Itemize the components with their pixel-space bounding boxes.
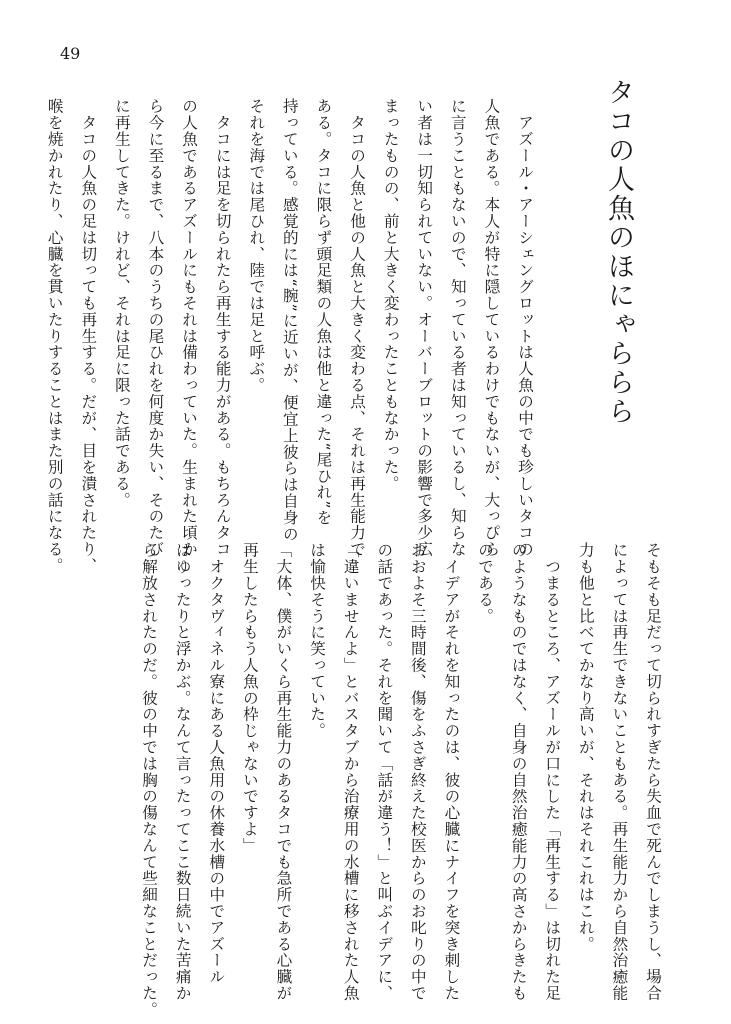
text-line: オクタヴィネル寮にある人魚用の休養水槽の中でアズール: [207, 542, 226, 985]
text-line: タコには足を切られたら再生する能力がある。もちろんタコ: [213, 98, 232, 558]
text-line: 「大体、僕がいくら再生能力のあるタコでも急所である心臓が: [274, 542, 293, 1002]
text-line: そもそも足だって切られすぎたら失血で死んでしまうし、場合: [644, 542, 662, 1002]
text-line: 「違いませんよ」とバスタブから治療用の水槽に移された人魚: [341, 542, 360, 1002]
text-line: それを海では尾ひれ、陸では足と呼ぶ。: [247, 98, 266, 394]
text-line: はゆったりと浮かぶ。なんて言ったってここ数日続いた苦痛か: [173, 542, 192, 1002]
body-text-top: [45, 98, 541, 574]
text-line: 喉を焼かれたり、心臓を貫いたりすることはまた別の話になる。: [45, 98, 64, 574]
text-line: イデアがそれを知ったのは、彼の心臓にナイフを突き刺した: [442, 542, 461, 1002]
text-line: まったものの、前と大きく変わったこともなかった。: [381, 98, 400, 492]
text-line: の話であった。それを聞いて「話が違う！」と叫ぶイデアに、: [375, 542, 394, 1002]
text-line: 人魚である。本人が特に隠しているわけでもないが、大っぴら: [482, 98, 501, 558]
text-line: タコの人魚の足は切っても再生する。だが、目を潰されたり、: [79, 98, 98, 574]
text-line: 再生したらもう人魚の枠じゃないですよ」: [240, 542, 259, 854]
text-line: の人魚であるアズールにもそれは備わっていた。生まれた頃か: [180, 98, 199, 558]
text-line: に再生してきた。けれど、それは足に限った話である。: [112, 98, 131, 508]
text-line: 力も他と比べてかなり高いが、それはそれこれはこれ。: [576, 542, 595, 952]
text-line: おおよそ三時間後、傷をふさぎ終えた校医からのお叱りの中で: [408, 542, 427, 1002]
text-line: ら今に至るまで、八本のうちの尾ひれを何度か失い、そのたび: [146, 98, 165, 558]
page-number: 49: [60, 44, 81, 63]
body-text-bottom: [59, 542, 669, 1018]
text-line: タコの人魚と他の人魚と大きく変わる点、それは再生能力で: [348, 98, 367, 558]
text-line: 持っている。感覚的には“腕”に近いが、便宜上彼らは自身の: [280, 98, 299, 542]
text-line: のようなものではなく、自身の自然治癒能力の高さからきたも: [509, 542, 528, 1002]
text-line: によっては再生できないこともある。再生能力から自然治癒能: [610, 542, 629, 1002]
text-line: い者は一切知られていない。オーバーブロットの影響で多少広: [415, 98, 434, 558]
chapter-title: タコの人魚のほにゃららら: [603, 78, 634, 426]
text-line: ある。タコに限らず頭足類の人魚は他と違った“尾ひれ”を: [314, 98, 333, 526]
text-line: ら解放されたのだ。彼の中では胸の傷なんて些細なことだった。: [140, 542, 159, 1018]
text-line: のである。: [476, 542, 495, 624]
text-line: つまるところ、アズールが口にした「再生する」は切れた足: [543, 542, 562, 1002]
text-line: アズール・アーシェングロットは人魚の中でも珍しいタコの: [516, 98, 534, 558]
text-line: に言うこともないので、知っている者は知っているし、知らな: [448, 98, 467, 558]
text-line: は愉快そうに笑っていた。: [308, 542, 327, 739]
